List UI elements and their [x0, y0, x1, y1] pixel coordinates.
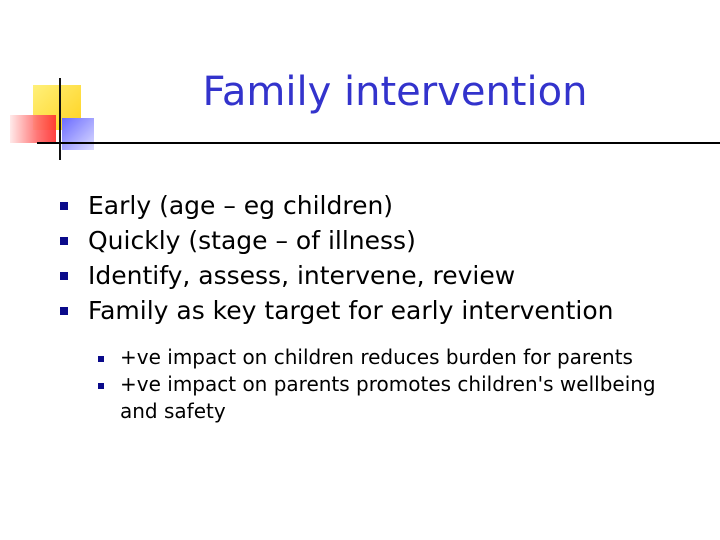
- logo-blue-square: [62, 118, 94, 150]
- bullet-text: Early (age – eg children): [88, 191, 394, 220]
- slide-logo: [0, 0, 120, 170]
- bullet-item: [60, 258, 700, 293]
- sub-bullet-item: [98, 371, 688, 425]
- bullet-list: [60, 188, 700, 328]
- slide-title: Family intervention: [202, 69, 588, 115]
- sub-bullet-list: [98, 344, 688, 425]
- bullet-text: Family as key target for early intervention: [88, 296, 614, 325]
- sub-bullet-item: [98, 344, 688, 371]
- sub-bullet-text: +ve impact on parents promotes children's wellbeing and safety: [120, 372, 656, 423]
- bullet-square-icon: [60, 272, 68, 280]
- bullet-square-icon: [60, 307, 68, 315]
- bullet-text: Identify, assess, intervene, review: [88, 261, 516, 290]
- bullet-item: [60, 223, 700, 258]
- bullet-square-icon: [60, 202, 68, 210]
- title-divider: [37, 142, 720, 144]
- bullet-item: [60, 188, 700, 223]
- logo-red-square: [10, 115, 56, 143]
- sub-bullet-text: +ve impact on children reduces burden for parents: [120, 345, 633, 369]
- bullet-item: [60, 293, 700, 328]
- bullet-text: Quickly (stage – of illness): [88, 226, 416, 255]
- sub-bullet-square-icon: [98, 356, 104, 362]
- logo-vertical-line: [59, 78, 61, 160]
- sub-bullet-square-icon: [98, 383, 104, 389]
- bullet-square-icon: [60, 237, 68, 245]
